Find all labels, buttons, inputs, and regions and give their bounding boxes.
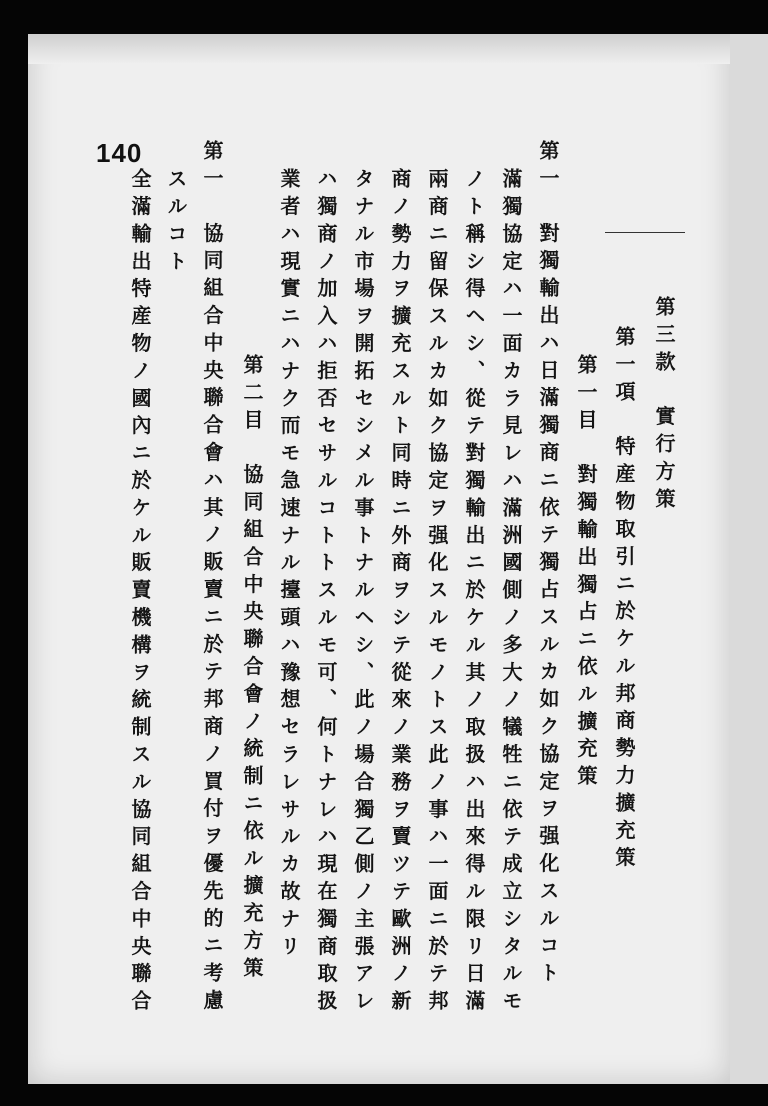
- body-line-10: スルコト: [164, 168, 188, 278]
- heading-item: 第一項 特産物取引ニ於ケル邦商勢力擴充策: [612, 326, 636, 874]
- heading-sub1: 第一目 對獨輸出獨占ニ依ル擴充策: [574, 354, 598, 793]
- body-line-6: タナル市場ヲ開拓セシメル事トナルヘシ、此ノ場合獨乙側ノ主張アレ: [351, 168, 375, 1018]
- section-rule: [605, 232, 685, 233]
- body-line-11: 全滿輸出特産物ノ國內ニ於ケル販賣機構ヲ統制スル協同組合中央聯合: [128, 168, 152, 1018]
- body-line-2: 滿獨協定ハ一面カラ見レハ滿洲國側ノ多大ノ犠牲ニ依テ成立シタルモ: [499, 168, 523, 1018]
- adjacent-page-edge: [730, 34, 768, 1084]
- body-line-7: ハ獨商ノ加入ハ拒否セサルコトトスルモ可、何トナレハ現在獨商取扱: [314, 168, 338, 1018]
- heading-section: 第三款 實行方策: [652, 296, 676, 516]
- body-line-5: 商ノ勢力ヲ擴充スルト同時ニ外商ヲシテ從來ノ業務ヲ賣ツテ歐洲ノ新: [388, 168, 412, 1018]
- body-line-9: 第一 協同組合中央聯合會ハ其ノ販賣ニ於テ邦商ノ買付ヲ優先的ニ考慮: [200, 140, 224, 1017]
- page-number: 140: [96, 138, 143, 168]
- heading-sub2: 第二目 協同組合中央聯合會ノ統制ニ依ル擴充方策: [240, 354, 264, 985]
- body-line-8: 業者ハ現實ニハナク而モ急速ナル擡頭ハ豫想セラレサルカ故ナリ: [277, 168, 301, 963]
- body-line-4: 兩商ニ留保スルカ如ク協定ヲ强化スルモノトス此ノ事ハ一面ニ於テ邦: [425, 168, 449, 1018]
- body-line-3: ノト稱シ得ヘシ、從テ對獨輸出ニ於ケル其ノ取扱ハ出來得ル限リ日滿: [462, 168, 486, 1018]
- body-line-1: 第一 對獨輸出ハ日滿獨商ニ依テ獨占スルカ如ク協定ヲ强化スルコト: [536, 140, 560, 990]
